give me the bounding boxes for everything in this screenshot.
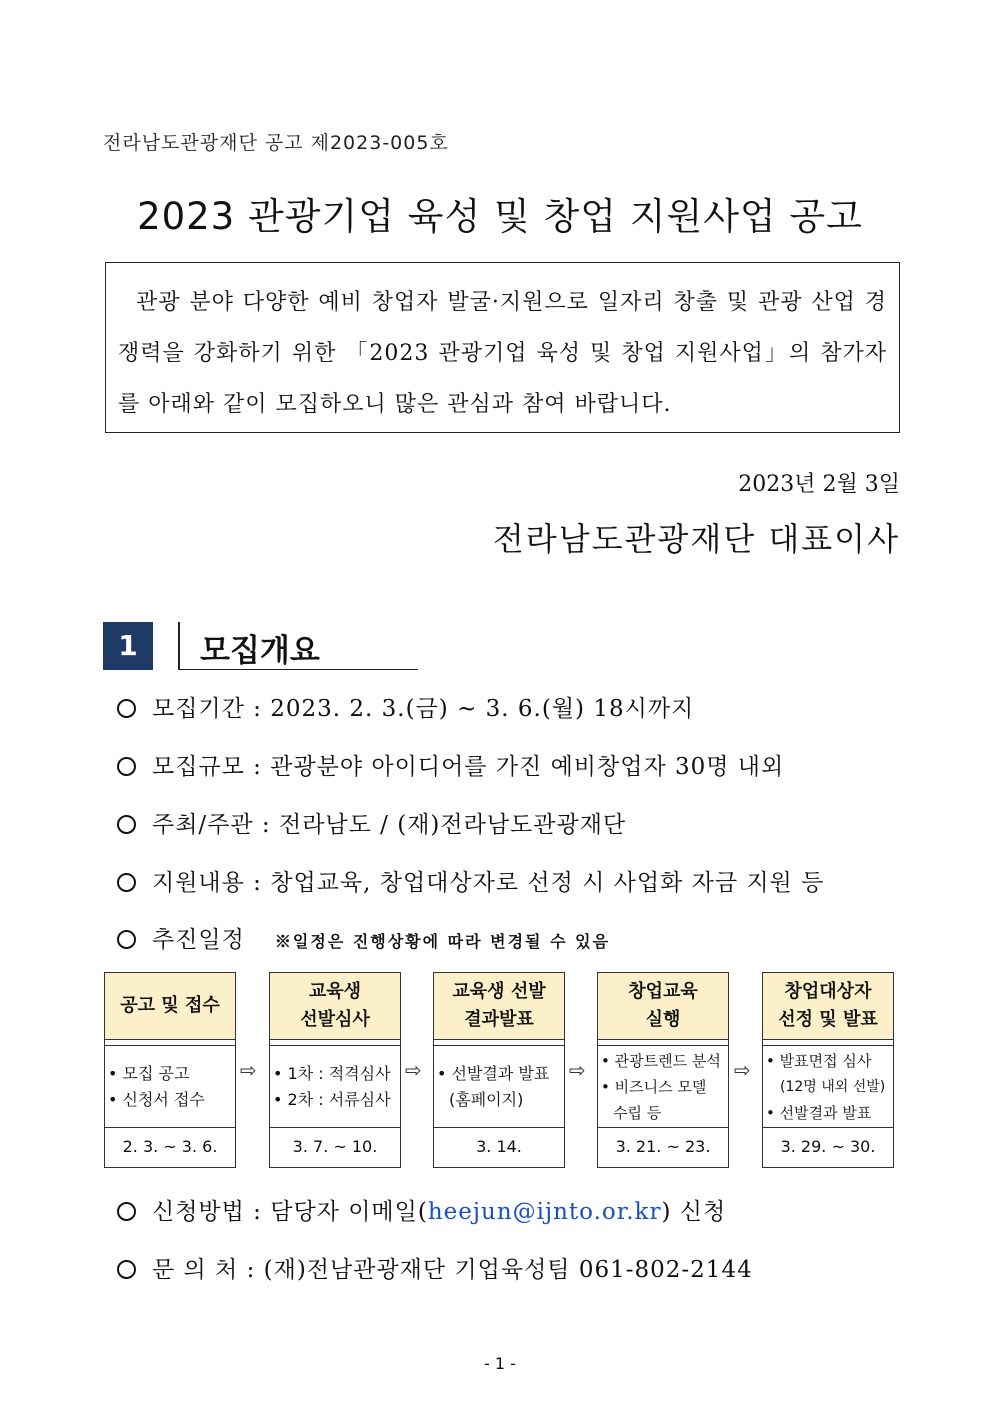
- step-title: 교육생 선발 결과발표: [434, 973, 564, 1040]
- step-title: 공고 및 접수: [105, 973, 235, 1040]
- arrow-right-icon: ⇨: [569, 1058, 586, 1082]
- step-date: 2. 3. ~ 3. 6.: [122, 1137, 218, 1156]
- section-title: 모집개요: [200, 633, 320, 669]
- section-number: 1: [103, 622, 153, 670]
- circle-bullet-icon: [117, 1260, 136, 1279]
- circle-bullet-icon: [117, 757, 136, 776]
- step-announcement: [433, 972, 565, 1168]
- circle-bullet-icon: [117, 815, 136, 834]
- intro-text: 관광 분야 다양한 예비 창업자 발굴·지원으로 일자리 창출 및 관광 산업 경쟁력을 강화하기 위한 「2023 관광기업 육성 및 창업 지원사업」의 참가자를 아래와 같이 모집하오니 많은 관심과 참여 바랍니다.: [118, 290, 887, 417]
- step-selection: [762, 972, 894, 1168]
- page-title: 2023 관광기업 육성 및 창업 지원사업 공고: [137, 195, 863, 238]
- arrow-right-icon: ⇨: [240, 1058, 257, 1082]
- email-link[interactable]: heejun@ijnto.or.kr: [427, 1199, 662, 1225]
- arrow-right-icon: ⇨: [405, 1058, 422, 1082]
- step-body: • 발표면접 심사 (12명 내외 선발) • 선발결과 발표: [763, 1046, 893, 1128]
- page-number: - 1 -: [484, 1354, 516, 1373]
- item-period: 모집기간 : 2023. 2. 3.(금) ~ 3. 6.(월) 18시까지: [117, 690, 694, 723]
- step-body: • 선발결과 발표 (홈페이지): [434, 1046, 564, 1128]
- section-heading: [178, 622, 418, 670]
- circle-bullet-icon: [117, 1202, 136, 1221]
- item-host: 주최/주관 : 전라남도 / (재)전라남도관광재단: [117, 806, 626, 839]
- step-title: 창업대상자 선정 및 발표: [763, 973, 893, 1040]
- arrow-right-icon: ⇨: [734, 1058, 751, 1082]
- item-apply: 신청방법 : 담당자 이메일(heejun@ijnto.or.kr) 신청: [117, 1193, 726, 1226]
- step-screening: [269, 972, 401, 1168]
- step-body: • 관광트렌드 분석 • 비즈니스 모델 수립 등: [598, 1046, 728, 1128]
- step-title: 창업교육 실행: [598, 973, 728, 1040]
- step-notice: [104, 972, 236, 1168]
- item-scale: 모집규모 : 관광분야 아이디어를 가진 예비창업자 30명 내외: [117, 748, 784, 781]
- step-body: • 1차 : 적격심사 • 2차 : 서류심사: [270, 1046, 400, 1128]
- step-education: [597, 972, 729, 1168]
- step-date: 3. 7. ~ 10.: [292, 1137, 378, 1156]
- notice-date: 2023년 2월 3일: [738, 472, 900, 497]
- organization-signature: 전라남도관광재단 대표이사: [492, 520, 900, 558]
- item-contact: 문 의 처 : (재)전남관광재단 기업육성팀 061-802-2144: [117, 1251, 753, 1284]
- item-support: 지원내용 : 창업교육, 창업대상자로 선정 시 사업화 자금 지원 등: [117, 864, 824, 897]
- intro-box: [105, 262, 900, 433]
- step-date: 3. 29. ~ 30.: [780, 1137, 876, 1156]
- step-title: 교육생 선발심사: [270, 973, 400, 1040]
- item-schedule: 추진일정 ※일정은 진행상황에 따라 변경될 수 있음: [117, 921, 610, 954]
- step-date: 3. 14.: [476, 1137, 522, 1156]
- circle-bullet-icon: [117, 699, 136, 718]
- circle-bullet-icon: [117, 930, 136, 949]
- step-body: • 모집 공고 • 신청서 접수: [105, 1046, 235, 1128]
- step-date: 3. 21. ~ 23.: [615, 1137, 711, 1156]
- notice-number: 전라남도관광재단 공고 제2023-005호: [103, 132, 449, 154]
- circle-bullet-icon: [117, 873, 136, 892]
- schedule-note: ※일정은 진행상황에 따라 변경될 수 있음: [274, 932, 611, 951]
